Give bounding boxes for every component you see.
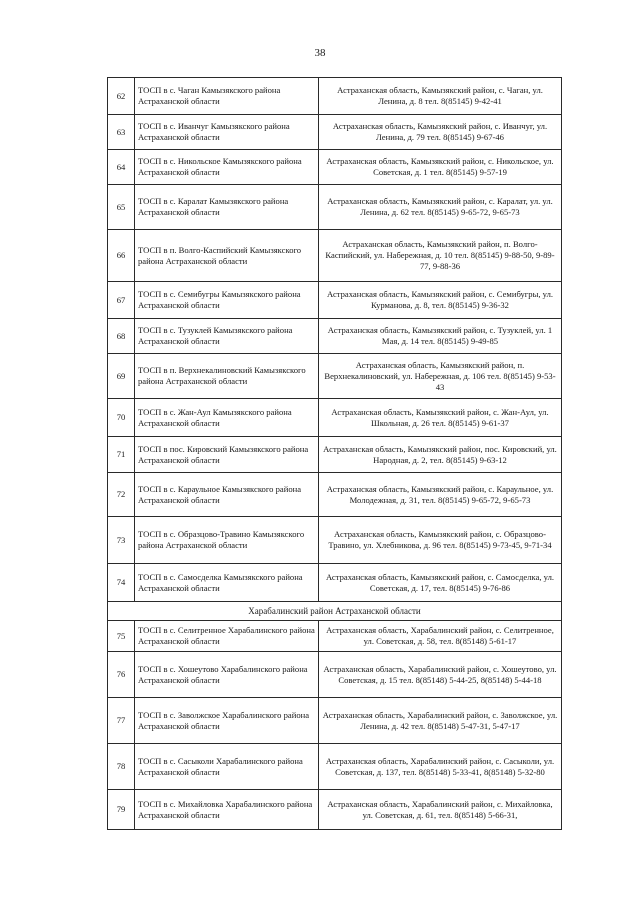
table-row — [108, 652, 562, 698]
table-row — [108, 698, 562, 744]
row-number: 72 — [108, 473, 135, 517]
row-number: 79 — [108, 790, 135, 830]
office-name: ТОСП в с. Самосделка Камызякского района Астраханской области — [135, 564, 319, 602]
office-name: ТОСП в с. Михайловка Харабалинского района Астраханской области — [135, 790, 319, 830]
row-number: 64 — [108, 150, 135, 185]
row-number: 67 — [108, 282, 135, 319]
office-name: ТОСП в с. Селитренное Харабалинского района Астраханской области — [135, 621, 319, 652]
office-address: Астраханская область, Камызякский район, с. Семибугры, ул. Курманова, д. 8, тел. 8(85145) 9-36-32 — [319, 282, 562, 319]
office-address: Астраханская область, Камызякский район, с. Образцово-Травино, ул. Хлебникова, д. 96 тел. 8(85145) 9-73-45, 9-71-34 — [319, 517, 562, 564]
office-address: Астраханская область, Камызякский район, пос. Кировский, ул. Народная, д. 2, тел. 8(85145) 9-63-12 — [319, 437, 562, 473]
office-name: ТОСП в с. Образцово-Травино Камызякского района Астраханской области — [135, 517, 319, 564]
office-address: Астраханская область, Камызякский район, п. Верхнекалиновский, ул. Набережная, д. 106 тел. 8(85145) 9-53-43 — [319, 354, 562, 399]
row-number: 66 — [108, 230, 135, 282]
table-row — [108, 564, 562, 602]
office-name: ТОСП в с. Чаган Камызякского района Астраханской области — [135, 78, 319, 115]
office-name: ТОСП в п. Верхнекалиновский Камызякского района Астраханской области — [135, 354, 319, 399]
office-address: Астраханская область, Камызякский район, с. Иванчуг, ул. Ленина, д. 79 тел. 8(85145) 9-67-46 — [319, 115, 562, 150]
row-number: 78 — [108, 744, 135, 790]
registry-table-body — [108, 78, 562, 830]
office-address: Астраханская область, Камызякский район, п. Волго-Каспийский, ул. Набережная, д. 10 тел. 8(85145) 9-88-50, 9-89-77, 9-88-36 — [319, 230, 562, 282]
office-name: ТОСП в с. Караульное Камызякского района Астраханской области — [135, 473, 319, 517]
office-address: Астраханская область, Камызякский район, с. Жан-Аул, ул. Школьная, д. 26 тел. 8(85145) 9-61-37 — [319, 399, 562, 437]
table-row — [108, 319, 562, 354]
table-row — [108, 78, 562, 115]
row-number: 69 — [108, 354, 135, 399]
office-address: Астраханская область, Камызякский район, с. Каралат, ул. ул. Ленина, д. 62 тел. 8(85145) 9-65-72, 9-65-73 — [319, 185, 562, 230]
office-name: ТОСП в с. Жан-Аул Камызякского района Астраханской области — [135, 399, 319, 437]
row-number: 62 — [108, 78, 135, 115]
office-name: ТОСП в с. Тузуклей Камызякского района Астраханской области — [135, 319, 319, 354]
office-name: ТОСП в с. Семибугры Камызякского района Астраханской области — [135, 282, 319, 319]
table-row — [108, 621, 562, 652]
office-name: ТОСП в пос. Кировский Камызякского района Астраханской области — [135, 437, 319, 473]
table-row — [108, 354, 562, 399]
registry-table — [107, 77, 562, 830]
office-name: ТОСП в с. Иванчуг Камызякского района Астраханской области — [135, 115, 319, 150]
table-row — [108, 282, 562, 319]
row-number: 63 — [108, 115, 135, 150]
table-row — [108, 399, 562, 437]
row-number: 70 — [108, 399, 135, 437]
district-heading: Харабалинский район Астраханской области — [108, 602, 562, 621]
office-address: Астраханская область, Харабалинский район, с. Хошеутово, ул. Советская, д. 15 тел. 8(85148) 5-44-25, 8(85148) 5-44-18 — [319, 652, 562, 698]
table-row — [108, 150, 562, 185]
office-name: ТОСП в с. Заволжское Харабалинского района Астраханской области — [135, 698, 319, 744]
office-name: ТОСП в п. Волго-Каспийский Камызякского района Астраханской области — [135, 230, 319, 282]
office-address: Астраханская область, Камызякский район, с. Никольское, ул. Советская, д. 1 тел. 8(85145) 9-57-19 — [319, 150, 562, 185]
table-row — [108, 790, 562, 830]
office-name: ТОСП в с. Хошеутово Харабалинского района Астраханской области — [135, 652, 319, 698]
row-number: 77 — [108, 698, 135, 744]
office-address: Астраханская область, Харабалинский район, с. Селитренное, ул. Советская, д. 58, тел. 8(85148) 5-61-17 — [319, 621, 562, 652]
office-address: Астраханская область, Камызякский район, с. Караульное, ул. Молодежная, д. 31, тел. 8(85145) 9-65-72, 9-65-73 — [319, 473, 562, 517]
table-row — [108, 185, 562, 230]
office-name: ТОСП в с. Никольское Камызякского района Астраханской области — [135, 150, 319, 185]
office-address: Астраханская область, Камызякский район, с. Чаган, ул. Ленина, д. 8 тел. 8(85145) 9-42-41 — [319, 78, 562, 115]
district-heading-row — [108, 602, 562, 621]
office-name: ТОСП в с. Сасыколи Харабалинского района Астраханской области — [135, 744, 319, 790]
office-name: ТОСП в с. Каралат Камызякского района Астраханской области — [135, 185, 319, 230]
table-row — [108, 517, 562, 564]
row-number: 71 — [108, 437, 135, 473]
table-row — [108, 115, 562, 150]
office-address: Астраханская область, Харабалинский район, с. Заволжское, ул. Ленина, д. 42 тел. 8(85148) 5-47-31, 5-47-17 — [319, 698, 562, 744]
page-number: 38 — [314, 47, 326, 59]
office-address: Астраханская область, Камызякский район, с. Тузуклей, ул. 1 Мая, д. 14 тел. 8(85145) 9-49-85 — [319, 319, 562, 354]
row-number: 75 — [108, 621, 135, 652]
row-number: 73 — [108, 517, 135, 564]
office-address: Астраханская область, Камызякский район, с. Самосделка, ул. Советская, д. 17, тел. 8(85145) 9-76-86 — [319, 564, 562, 602]
table-row — [108, 230, 562, 282]
row-number: 74 — [108, 564, 135, 602]
table-row — [108, 437, 562, 473]
row-number: 76 — [108, 652, 135, 698]
table-row — [108, 744, 562, 790]
row-number: 65 — [108, 185, 135, 230]
table-row — [108, 473, 562, 517]
office-address: Астраханская область, Харабалинский район, с. Сасыколи, ул. Советская, д. 137, тел. 8(85148) 5-33-41, 8(85148) 5-32-80 — [319, 744, 562, 790]
row-number: 68 — [108, 319, 135, 354]
office-address: Астраханская область, Харабалинский район, с. Михайловка, ул. Советская, д. 61, тел. 8(85148) 5-66-31, — [319, 790, 562, 830]
